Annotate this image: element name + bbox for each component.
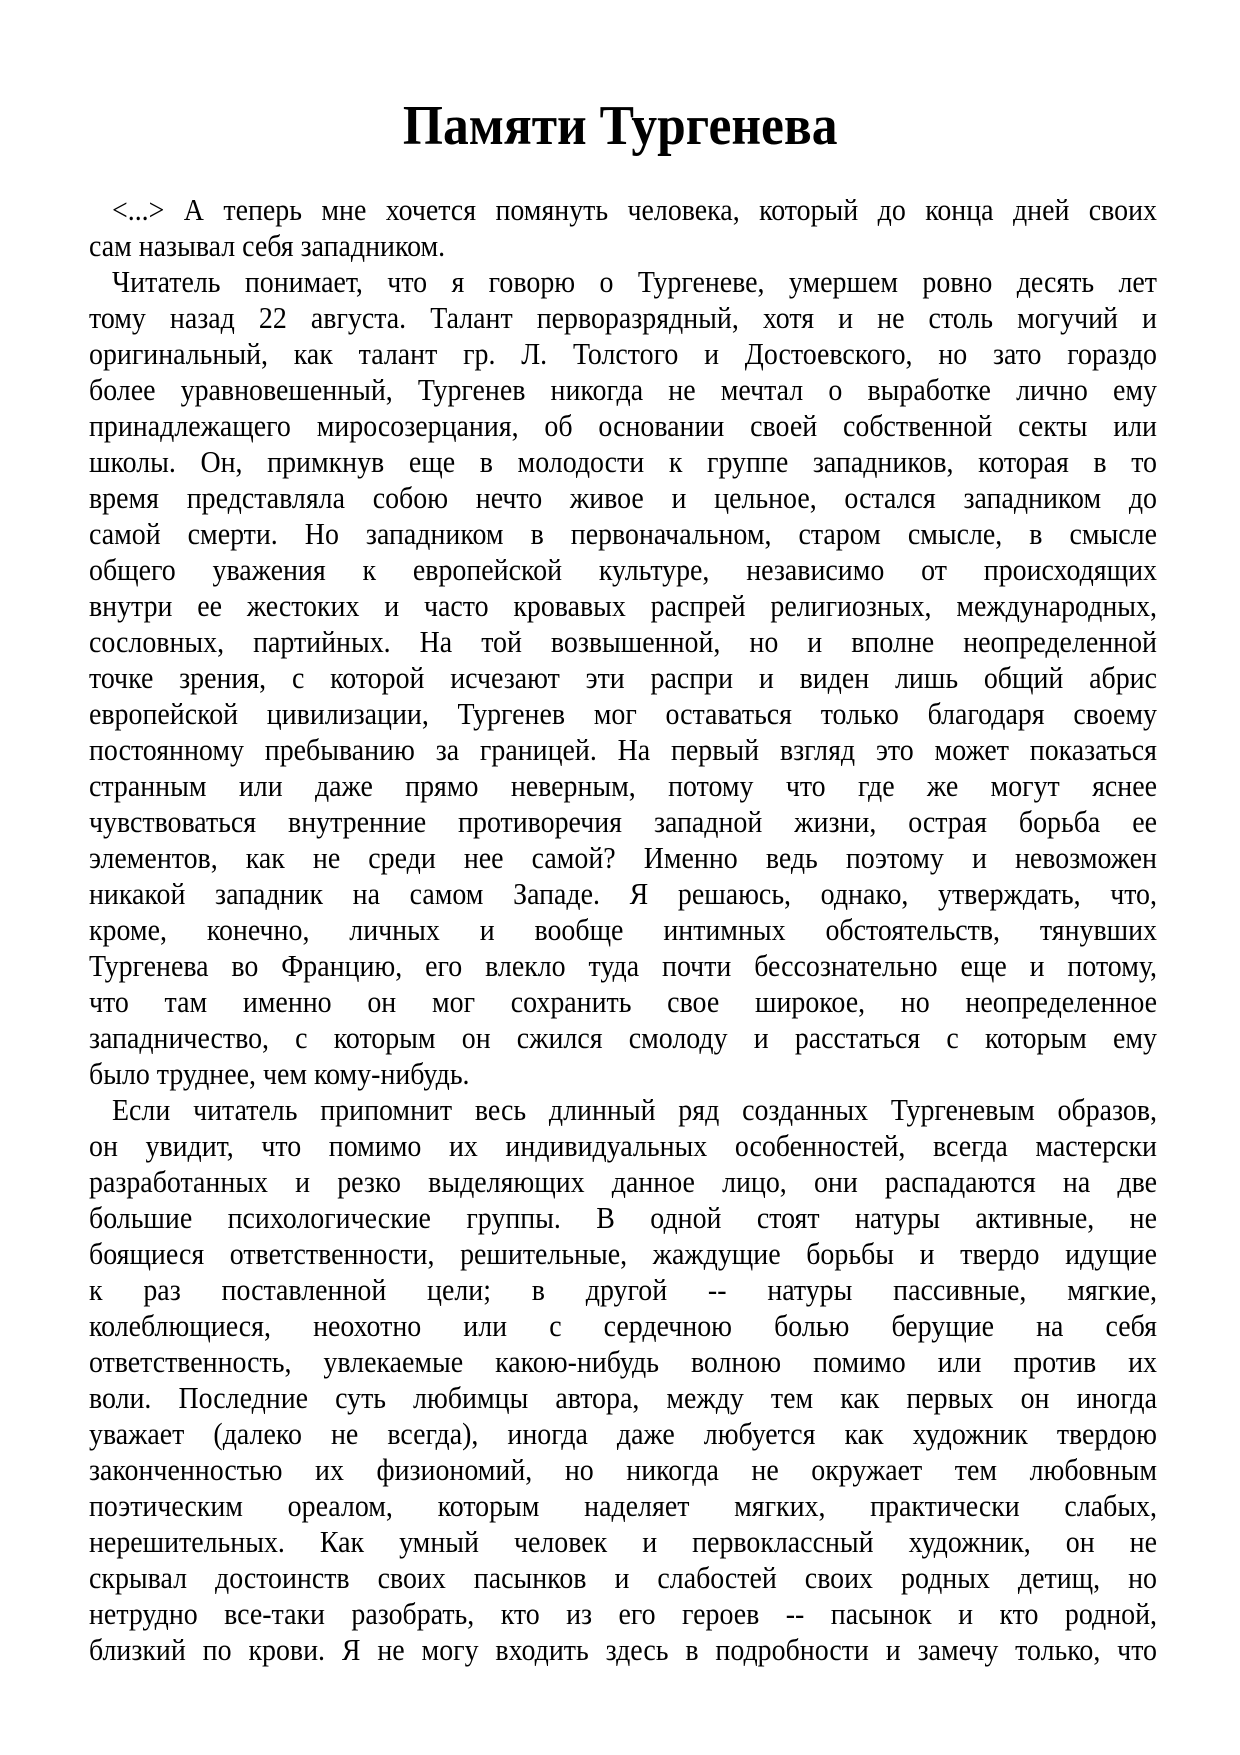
text-line (89, 1128, 1157, 1164)
text-line-content: сам называл себя западником. (89, 228, 446, 263)
text-line-content: уважает (далеко не всегда), иногда даже любуется как художник твердою (89, 1416, 1157, 1451)
text-line (89, 660, 1157, 696)
text-line-content: колеблющиеся, неохотно или с сердечною болью берущие на себя (89, 1308, 1157, 1343)
text-line-content: что там именно он мог сохранить свое широкое, но неопределенное (89, 984, 1157, 1019)
text-line-content: оригинальный, как талант гр. Л. Толстого и Достоевского, но зато гораздо (89, 336, 1157, 371)
text-line-content: он увидит, что помимо их индивидуальных особенностей, всегда мастерски (89, 1128, 1157, 1163)
text-line (89, 228, 1157, 264)
paragraph (89, 1092, 1157, 1668)
text-line-content: поэтическим ореалом, которым наделяет мягких, практически слабых, (89, 1488, 1157, 1523)
text-line-content: общего уважения к европейской культуре, независимо от происходящих (89, 552, 1157, 587)
text-line (89, 984, 1157, 1020)
text-line-content: скрывал достоинств своих пасынков и слабостей своих родных детищ, но (89, 1560, 1157, 1595)
text-line-content: Читатель понимает, что я говорю о Тургеневе, умершем ровно десять лет (112, 264, 1157, 299)
page-title: Памяти Тургенева (402, 94, 838, 157)
text-line-content: к раз поставленной цели; в другой -- натуры пассивные, мягкие, (89, 1272, 1157, 1307)
text-line (89, 1164, 1157, 1200)
text-line (89, 336, 1157, 372)
text-line (89, 372, 1157, 408)
text-line (89, 1344, 1157, 1380)
text-line (89, 696, 1157, 732)
text-line-content: постоянному пребыванию за границей. На первый взгляд это может показаться (89, 732, 1157, 767)
text-line (89, 408, 1157, 444)
text-line-content: элементов, как не среди нее самой? Именно ведь поэтому и невозможен (89, 840, 1157, 875)
text-line-content: нетрудно все-таки разобрать, кто из его героев -- пасынок и кто родной, (89, 1596, 1157, 1631)
text-line-content: время представляла собою нечто живое и цельное, остался западником до (89, 480, 1157, 515)
text-line (89, 480, 1157, 516)
text-line (89, 1380, 1157, 1416)
text-line (89, 1200, 1157, 1236)
text-line-content: чувствоваться внутренние противоречия западной жизни, острая борьба ее (89, 804, 1157, 839)
text-line (89, 1092, 1157, 1128)
text-line-content: разработанных и резко выделяющих данное лицо, они распадаются на две (89, 1164, 1157, 1199)
text-line (89, 1020, 1157, 1056)
text-line (89, 876, 1157, 912)
text-line (89, 1488, 1157, 1524)
text-line (89, 588, 1157, 624)
text-line (89, 1272, 1157, 1308)
text-line-content: было труднее, чем кому-нибудь. (89, 1056, 470, 1091)
text-line-content: воли. Последние суть любимцы автора, между тем как первых он иногда (89, 1380, 1157, 1415)
text-line-content: сословных, партийных. На той возвышенной, но и вполне неопределенной (89, 624, 1157, 659)
text-line-content: тому назад 22 августа. Талант перворазрядный, хотя и не столь могучий и (89, 300, 1157, 335)
text-line (89, 300, 1157, 336)
text-line (89, 1452, 1157, 1488)
text-line (89, 768, 1157, 804)
article-body (89, 192, 1157, 1668)
text-line-content: законченностью их физиономий, но никогда не окружает тем любовным (89, 1452, 1157, 1487)
text-line (89, 624, 1157, 660)
text-line (89, 1524, 1157, 1560)
text-line-content: принадлежащего миросозерцания, об основании своей собственной секты или (89, 408, 1157, 443)
text-line (89, 948, 1157, 984)
text-line-content: школы. Он, примкнув еще в молодости к группе западников, которая в то (89, 444, 1157, 479)
text-line-content: европейской цивилизации, Тургенев мог оставаться только благодаря своему (89, 696, 1157, 731)
text-line-content: странным или даже прямо неверным, потому что где же могут яснее (89, 768, 1157, 803)
text-line-content: точке зрения, с которой исчезают эти распри и виден лишь общий абрис (89, 660, 1157, 695)
text-line (89, 912, 1157, 948)
text-line (89, 1308, 1157, 1344)
paragraph (89, 192, 1157, 264)
text-line-content: более уравновешенный, Тургенев никогда не мечтал о выработке лично ему (89, 372, 1157, 407)
text-line-content: западничество, с которым он сжился смолоду и расстаться с которым ему (89, 1020, 1157, 1055)
text-line-content: кроме, конечно, личных и вообще интимных обстоятельств, тянувших (89, 912, 1157, 947)
text-line-content: самой смерти. Но западником в первоначальном, старом смысле, в смысле (89, 516, 1157, 551)
text-line (89, 192, 1157, 228)
paragraph (89, 264, 1157, 1092)
text-line (89, 1632, 1157, 1668)
text-line-content: боящиеся ответственности, решительные, жаждущие борьбы и твердо идущие (89, 1236, 1157, 1271)
text-line-content: Если читатель припомнит весь длинный ряд созданных Тургеневым образов, (112, 1092, 1157, 1127)
text-line (89, 804, 1157, 840)
text-line (89, 264, 1157, 300)
text-line (89, 732, 1157, 768)
text-line-content: никакой западник на самом Западе. Я решаюсь, однако, утверждать, что, (89, 876, 1157, 911)
text-line (89, 840, 1157, 876)
text-line-content: внутри ее жестоких и часто кровавых распрей религиозных, международных, (89, 588, 1157, 623)
text-line-content: большие психологические группы. В одной стоят натуры активные, не (89, 1200, 1157, 1235)
text-line (89, 516, 1157, 552)
text-line-content: Тургенева во Францию, его влекло туда почти бессознательно еще и потому, (89, 948, 1157, 983)
text-line (89, 1560, 1157, 1596)
text-line-content: <...> А теперь мне хочется помянуть человека, который до конца дней своих (112, 192, 1157, 227)
text-line (89, 444, 1157, 480)
text-line-content: нерешительных. Как умный человек и первоклассный художник, он не (89, 1524, 1157, 1559)
text-line (89, 1236, 1157, 1272)
text-line (89, 1416, 1157, 1452)
text-line (89, 1596, 1157, 1632)
text-line-content: близкий по крови. Я не могу входить здесь в подробности и замечу только, что (89, 1632, 1157, 1667)
text-line (89, 1056, 1157, 1092)
text-line (89, 552, 1157, 588)
text-line-content: ответственность, увлекаемые какою-нибудь волною помимо или против их (89, 1344, 1157, 1379)
